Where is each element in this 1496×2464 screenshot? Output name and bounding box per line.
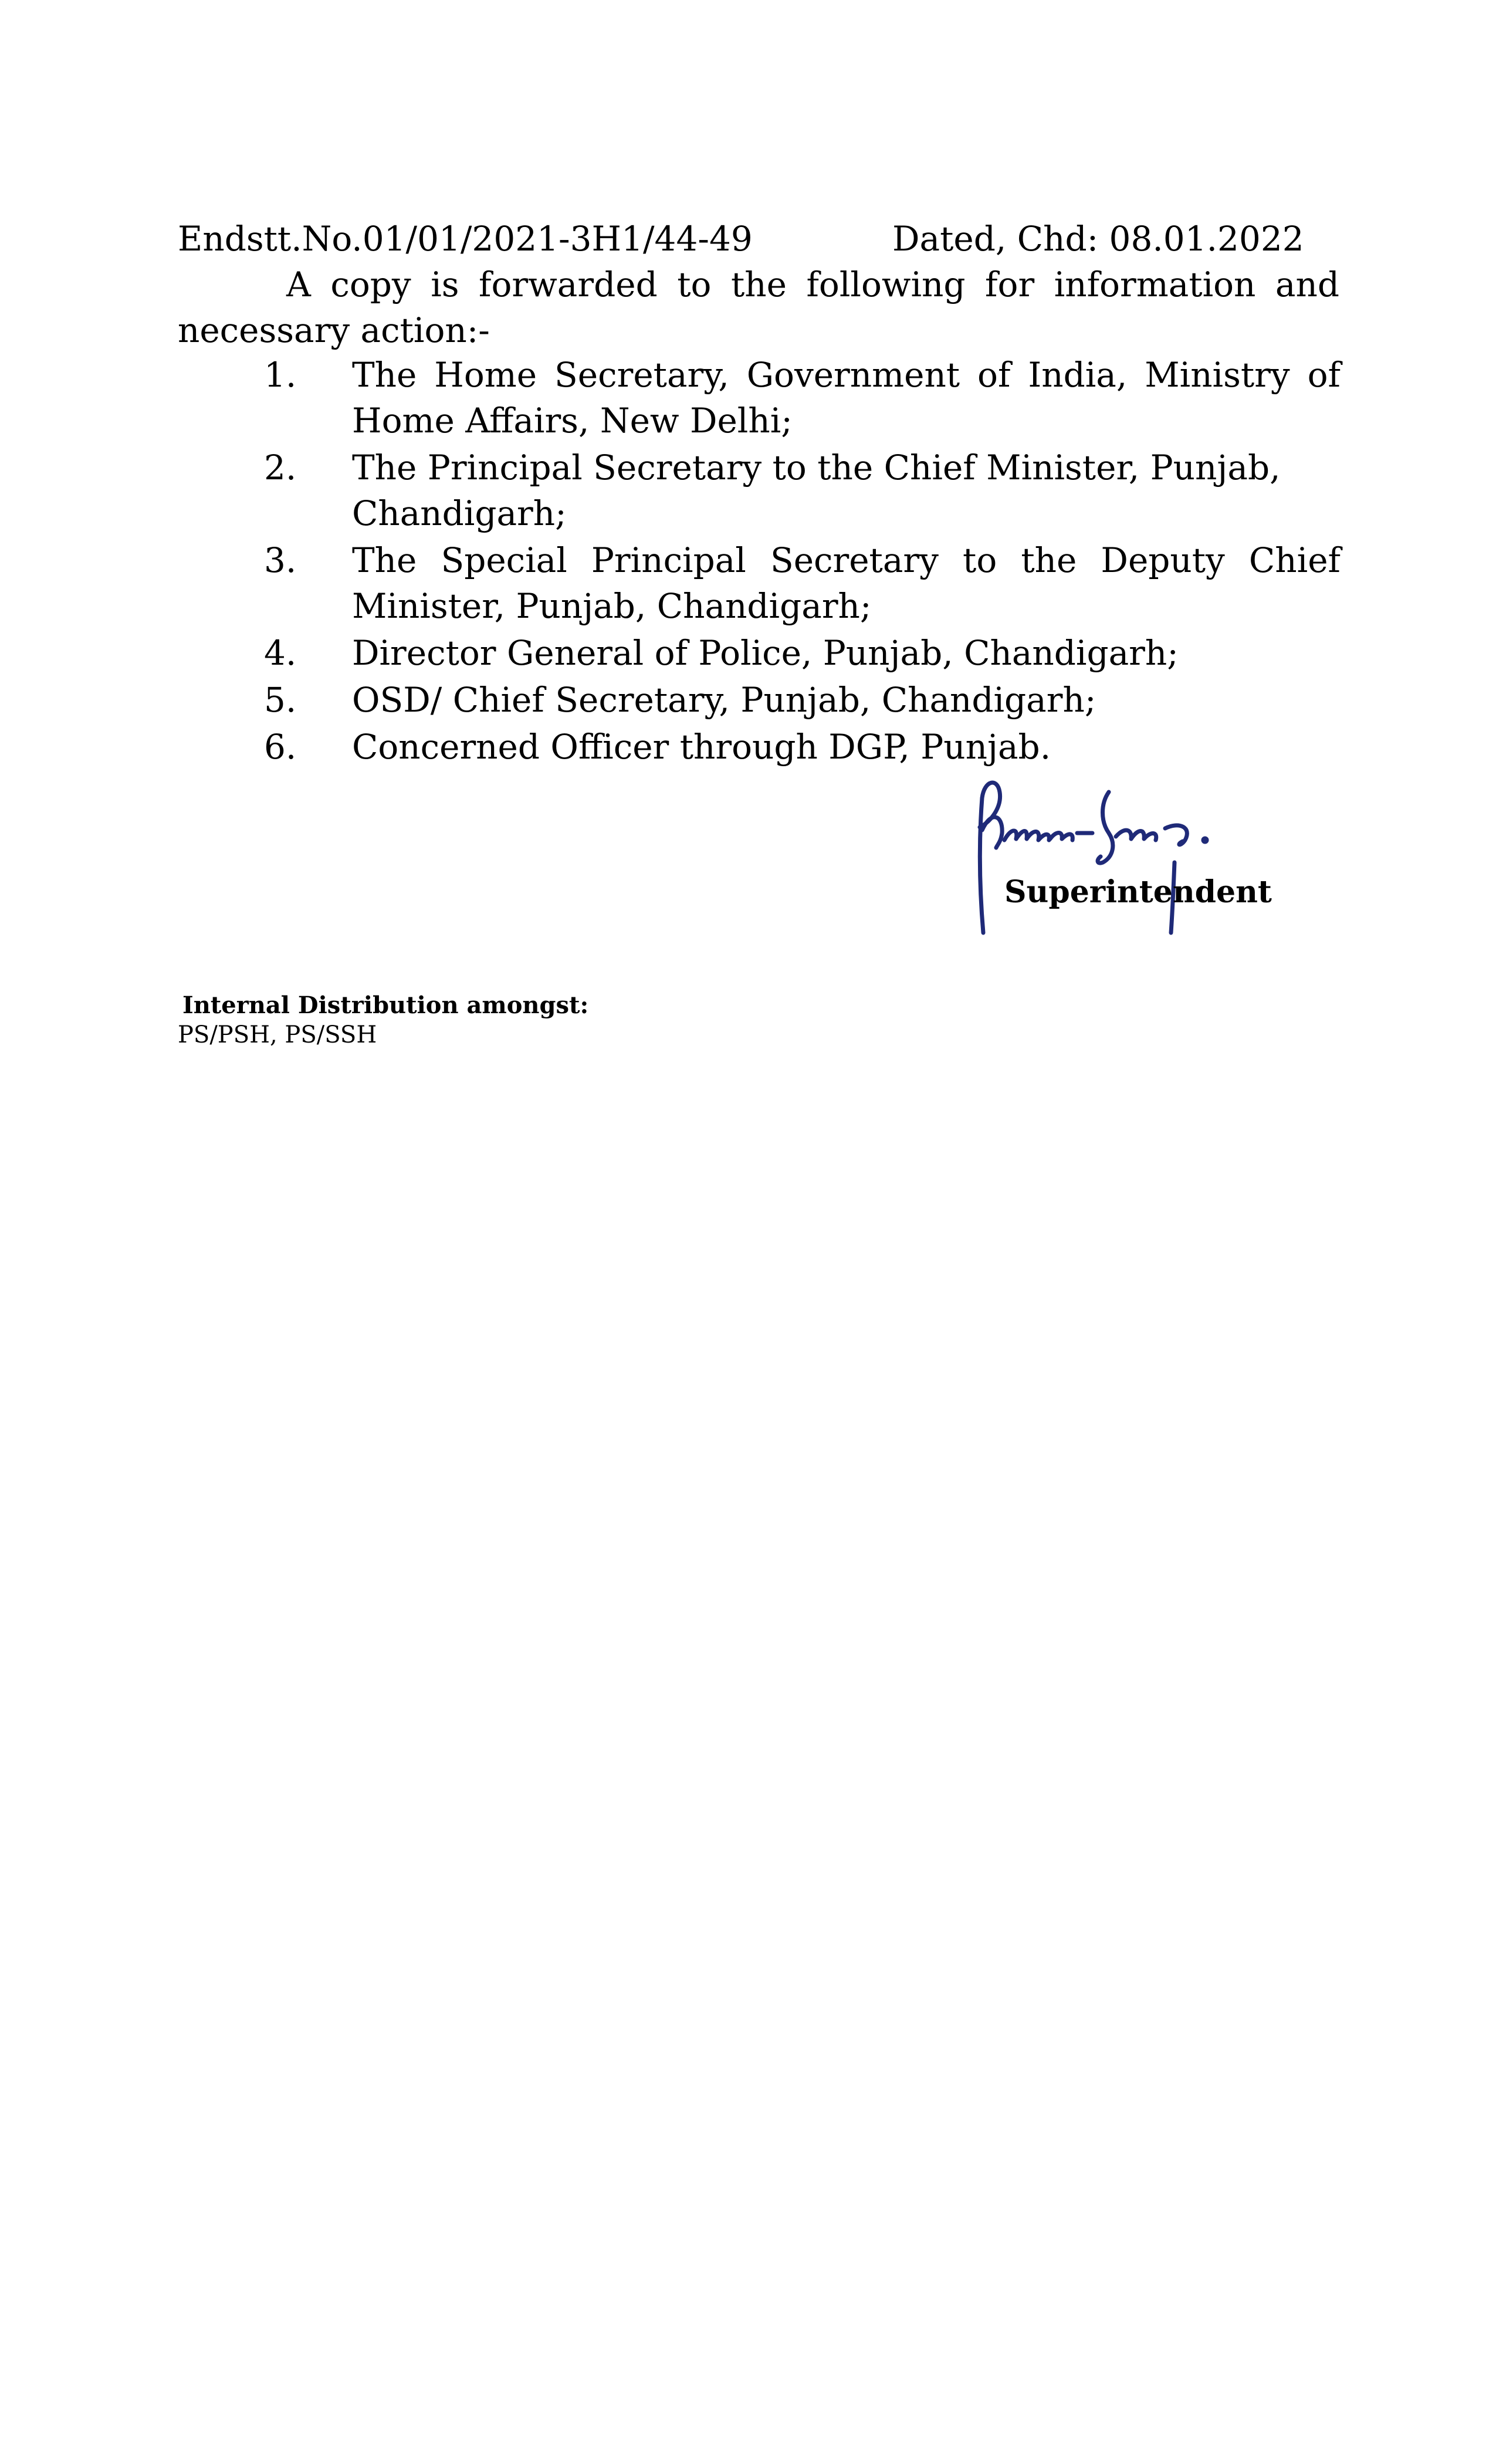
list-item: [264, 630, 1341, 676]
internal-distribution-label: Internal Distribution amongst:: [182, 991, 589, 1019]
list-item-text: Concerned Officer through DGP, Punjab.: [352, 727, 1051, 767]
internal-distribution-list: PS/PSH, PS/SSH: [178, 1021, 377, 1048]
list-item-number: 5.: [264, 680, 297, 720]
signatory-title: Superintendent: [1004, 874, 1272, 910]
list-item-number: 1.: [264, 355, 297, 395]
list-item-text: The Special Principal Secretary to the Deputy Chief Minister, Punjab, Chandigarh;: [352, 540, 1341, 626]
list-item-text: Director General of Police, Punjab, Chandigarh;: [352, 633, 1179, 673]
endorsement-number: Endstt.No.01/01/2021-3H1/44-49: [178, 219, 753, 259]
list-item-number: 4.: [264, 633, 297, 673]
list-item: [264, 677, 1341, 723]
intro-paragraph: [178, 262, 1339, 353]
handwritten-signature: [962, 774, 1326, 950]
intro-line-2: necessary action:-: [178, 310, 490, 350]
recipient-list: [264, 352, 1341, 771]
list-item-number: 6.: [264, 727, 297, 767]
intro-line-1: A copy is forwarded to the following for information and: [286, 265, 1339, 304]
list-item: [264, 445, 1341, 536]
list-item-text: The Home Secretary, Government of India, Ministry of Home Affairs, New Delhi;: [352, 355, 1341, 441]
dated-line: Dated, Chd: 08.01.2022: [892, 219, 1304, 259]
list-item: [264, 724, 1341, 770]
list-item: [264, 352, 1341, 444]
list-item-text: The Principal Secretary to the Chief Minister, Punjab, Chandigarh;: [352, 448, 1281, 533]
list-item-number: 2.: [264, 448, 297, 488]
list-item-number: 3.: [264, 540, 297, 580]
list-item-text: OSD/ Chief Secretary, Punjab, Chandigarh;: [352, 680, 1096, 720]
list-item: [264, 537, 1341, 629]
